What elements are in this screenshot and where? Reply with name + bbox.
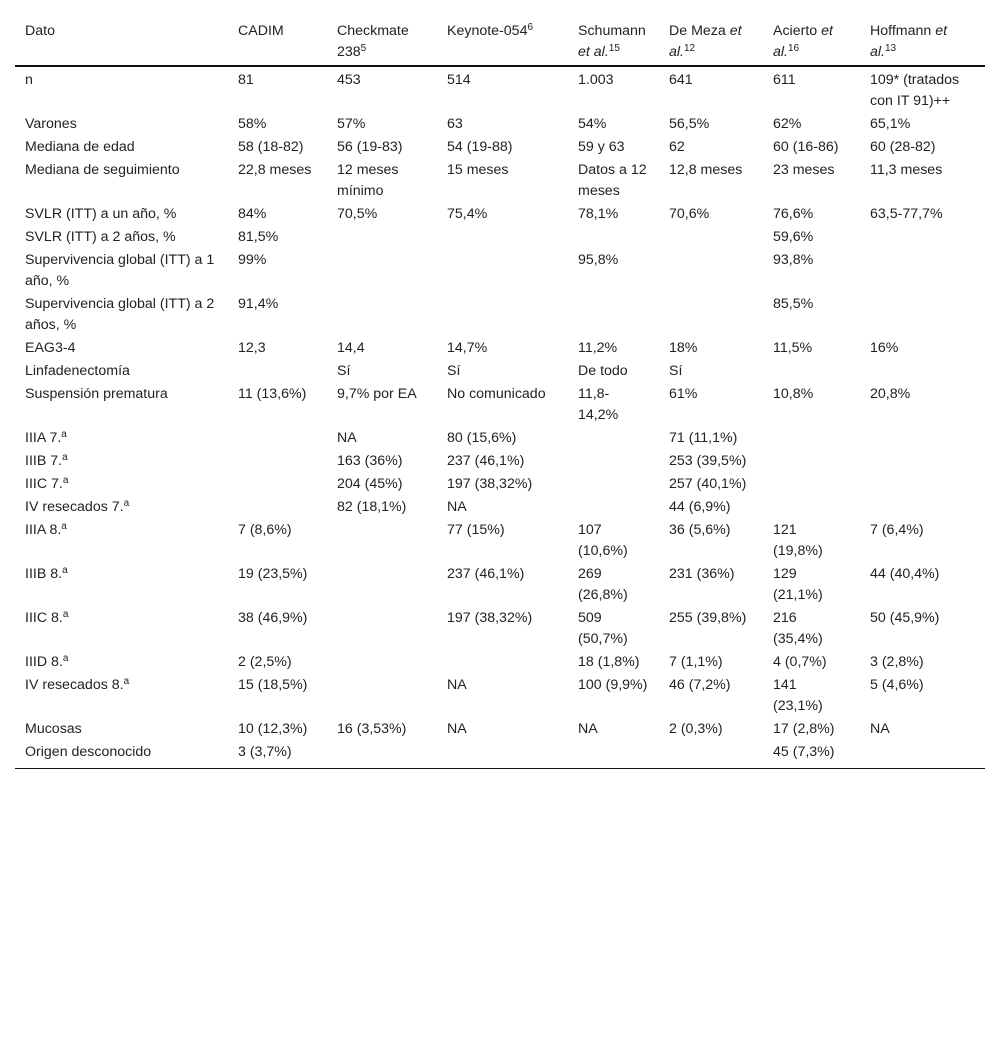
- table-cell: Sí: [337, 363, 351, 379]
- table-cell: [228, 473, 327, 496]
- table-cell: [763, 450, 860, 473]
- ordinal-superscript: a: [61, 429, 67, 440]
- table-cell: 80 (15,6%): [447, 430, 517, 446]
- table-cell: 59 y 63: [578, 139, 625, 155]
- row-label-cell: [15, 450, 228, 473]
- row-label-text: IIIB 7.: [25, 453, 63, 469]
- table-cell: NA: [337, 430, 357, 446]
- table-cell: 197 (38,32%): [447, 610, 533, 626]
- row-label-cell: Mediana de edad: [25, 139, 135, 155]
- row-label-text: IIIB 8.: [25, 566, 63, 582]
- row-label-cell: [15, 674, 228, 718]
- table-cell: 81: [238, 72, 254, 88]
- table-cell: 3 (2,8%): [870, 654, 924, 670]
- table-cell: 100 (9,9%): [578, 677, 648, 693]
- row-label-cell: [15, 519, 228, 563]
- table-cell: 60 (28-82): [870, 139, 936, 155]
- ordinal-superscript: a: [62, 452, 68, 463]
- table-cell: 11,3 meses: [870, 162, 943, 178]
- reference-superscript: 15: [608, 43, 620, 54]
- column-header-text: Acierto: [773, 23, 822, 39]
- table-cell: 60 (16-86): [773, 139, 839, 155]
- table-row: [15, 360, 985, 383]
- table-cell: [860, 450, 985, 473]
- table-cell: 56,5%: [669, 116, 710, 132]
- table-cell: [568, 293, 659, 337]
- table-cell: 7 (8,6%): [238, 522, 292, 538]
- row-label-cell: Varones: [25, 116, 77, 132]
- table-cell: 70,5%: [337, 206, 378, 222]
- table-cell: 237 (46,1%): [447, 453, 525, 469]
- table-row: [15, 607, 985, 651]
- table-cell: [437, 249, 568, 293]
- row-label-text: IIIA 7.: [25, 430, 62, 446]
- table-cell: 17 (2,8%): [773, 721, 835, 737]
- table-cell: 231 (36%): [669, 566, 735, 582]
- table-cell: 78,1%: [578, 206, 619, 222]
- table-cell: [659, 741, 763, 769]
- table-cell: [860, 293, 985, 337]
- table-cell: 12,8 meses: [669, 162, 743, 178]
- table-cell: 63,5-77,7%: [870, 206, 943, 222]
- table-cell: 4 (0,7%): [773, 654, 827, 670]
- table-cell: 11,8-14,2%: [578, 386, 619, 423]
- table-cell: 10 (12,3%): [238, 721, 308, 737]
- table-cell: 82 (18,1%): [337, 499, 407, 515]
- reference-superscript: 13: [884, 43, 897, 54]
- table-cell: 20,8%: [870, 386, 911, 402]
- table-cell: 38 (46,9%): [238, 610, 308, 626]
- row-label-cell: SVLR (ITT) a 2 años, %: [25, 229, 176, 245]
- reference-superscript: 5: [360, 43, 367, 54]
- table-cell: 255 (39,8%): [669, 610, 747, 626]
- table-cell: 18 (1,8%): [578, 654, 640, 670]
- table-cell: 63: [447, 116, 463, 132]
- table-cell: [860, 496, 985, 519]
- column-header: [437, 14, 568, 66]
- table-cell: [568, 741, 659, 769]
- column-header-text: Schumann: [578, 23, 646, 39]
- table-row: [15, 113, 985, 136]
- table-cell: [860, 427, 985, 450]
- row-label-cell: [15, 473, 228, 496]
- table-cell: [860, 360, 985, 383]
- column-header: [659, 14, 763, 66]
- column-header: [228, 14, 327, 66]
- column-header-text: Checkmate 238: [337, 23, 409, 60]
- table-cell: 197 (38,32%): [447, 476, 533, 492]
- table-cell: 163 (36%): [337, 453, 403, 469]
- table-cell: 453: [337, 72, 361, 88]
- table-cell: 75,4%: [447, 206, 488, 222]
- table-cell: [327, 651, 437, 674]
- table-cell: 611: [773, 72, 796, 88]
- table-cell: 11,2%: [578, 340, 618, 356]
- column-header-text: Hoffmann: [870, 23, 936, 39]
- table-cell: 44 (6,9%): [669, 499, 731, 515]
- table-cell: [327, 674, 437, 718]
- table-cell: 18%: [669, 340, 698, 356]
- row-label-cell: [15, 563, 228, 607]
- column-header-etal: et al.: [773, 23, 833, 60]
- table-cell: 2 (0,3%): [669, 721, 723, 737]
- table-cell: 22,8 meses: [238, 162, 312, 178]
- row-label-text: IV resecados 7.: [25, 499, 124, 515]
- table-cell: 85,5%: [773, 296, 814, 312]
- table-cell: [327, 741, 437, 769]
- row-label-cell: [15, 427, 228, 450]
- table-cell: 62: [669, 139, 685, 155]
- table-cell: 61%: [669, 386, 698, 402]
- table-cell: 2 (2,5%): [238, 654, 292, 670]
- table-row: [15, 337, 985, 360]
- column-header-etal: et al.: [578, 44, 609, 60]
- table-cell: 204 (45%): [337, 476, 403, 492]
- table-cell: 45 (7,3%): [773, 744, 835, 760]
- table-cell: 12,3: [238, 340, 266, 356]
- table-cell: 84%: [238, 206, 267, 222]
- table-cell: 59,6%: [773, 229, 814, 245]
- table-cell: 16 (3,53%): [337, 721, 407, 737]
- column-header-etal: et al.: [870, 23, 948, 60]
- table-cell: [763, 473, 860, 496]
- table-cell: 70,6%: [669, 206, 710, 222]
- table-cell: [763, 427, 860, 450]
- table-cell: 99%: [238, 252, 267, 268]
- table-row: [15, 249, 985, 293]
- table-cell: No comunicado: [447, 386, 546, 402]
- table-cell: 216 (35,4%): [773, 610, 823, 647]
- table-cell: 129 (21,1%): [773, 566, 823, 603]
- table-cell: 19 (23,5%): [238, 566, 308, 582]
- table-row: [15, 718, 985, 741]
- table-cell: 77 (15%): [447, 522, 505, 538]
- table-cell: 54 (19-88): [447, 139, 513, 155]
- table-cell: 7 (1,1%): [669, 654, 723, 670]
- table-cell: 14,7%: [447, 340, 488, 356]
- table-cell: [763, 360, 860, 383]
- table-row: [15, 383, 985, 427]
- table-cell: 95,8%: [578, 252, 619, 268]
- ordinal-superscript: a: [62, 565, 68, 576]
- table-cell: De todo: [578, 363, 628, 379]
- row-label-cell: EAG3-4: [25, 340, 76, 356]
- row-label-cell: Origen desconocido: [25, 744, 152, 760]
- table-cell: 54%: [578, 116, 607, 132]
- table-cell: 71 (11,1%): [669, 430, 738, 446]
- table-cell: 57%: [337, 116, 366, 132]
- column-header: [763, 14, 860, 66]
- table-cell: [228, 496, 327, 519]
- row-label-cell: Supervivencia global (ITT) a 2 años, %: [25, 296, 215, 333]
- table-cell: 58 (18-82): [238, 139, 304, 155]
- table-cell: [228, 450, 327, 473]
- table-cell: [327, 563, 437, 607]
- ordinal-superscript: a: [62, 609, 69, 620]
- table-cell: [568, 226, 659, 249]
- table-cell: [437, 226, 568, 249]
- table-cell: [228, 427, 327, 450]
- row-label-cell: n: [25, 72, 33, 88]
- column-header: [568, 14, 659, 66]
- table-cell: 65,1%: [870, 116, 911, 132]
- table-cell: 109* (tratados con IT 91)++: [870, 72, 960, 109]
- row-label-text: IIIA 8.: [25, 522, 62, 538]
- table-row: [15, 519, 985, 563]
- table-cell: 10,8%: [773, 386, 814, 402]
- table-cell: NA: [447, 677, 467, 693]
- table-cell: 9,7% por EA: [337, 386, 417, 402]
- table-row: [15, 651, 985, 674]
- table-cell: NA: [447, 721, 467, 737]
- table-row: [15, 427, 985, 450]
- table-cell: [327, 607, 437, 651]
- table-row: [15, 203, 985, 226]
- table-cell: 58%: [238, 116, 267, 132]
- header-row: [15, 14, 985, 66]
- table-row: [15, 136, 985, 159]
- table-cell: 14,4: [337, 340, 365, 356]
- table-row: [15, 159, 985, 203]
- table-cell: [659, 293, 763, 337]
- table-cell: [763, 496, 860, 519]
- table-cell: 81,5%: [238, 229, 279, 245]
- table-cell: [568, 450, 659, 473]
- table-row: [15, 450, 985, 473]
- comparison-table: [15, 14, 985, 769]
- table-cell: 50 (45,9%): [870, 610, 940, 626]
- table-cell: 44 (40,4%): [870, 566, 940, 582]
- table-cell: 15 (18,5%): [238, 677, 308, 693]
- table-cell: 36 (5,6%): [669, 522, 731, 538]
- ordinal-superscript: a: [62, 475, 69, 486]
- table-cell: [437, 651, 568, 674]
- row-label-cell: Mediana de seguimiento: [25, 162, 180, 178]
- table-body: [15, 66, 985, 769]
- table-cell: 7 (6,4%): [870, 522, 924, 538]
- table-cell: [659, 226, 763, 249]
- reference-superscript: 16: [787, 43, 800, 54]
- table-cell: [228, 360, 327, 383]
- column-header-etal: et al.: [669, 23, 742, 60]
- column-header: [860, 14, 985, 66]
- row-label-cell: Mucosas: [25, 721, 82, 737]
- column-header: [327, 14, 437, 66]
- table-row: [15, 741, 985, 769]
- reference-superscript: 12: [683, 43, 696, 54]
- row-label-text: IIIC 7.: [25, 476, 63, 492]
- table-cell: 23 meses: [773, 162, 835, 178]
- column-header-text: De Meza: [669, 23, 730, 39]
- row-label-text: IIIC 8.: [25, 610, 63, 626]
- table-row: [15, 226, 985, 249]
- row-label-cell: [15, 607, 228, 651]
- table-cell: [437, 741, 568, 769]
- column-header-text: CADIM: [238, 23, 284, 39]
- column-header: [15, 14, 228, 66]
- table-cell: 3 (3,7%): [238, 744, 292, 760]
- table-cell: 5 (4,6%): [870, 677, 924, 693]
- ordinal-superscript: a: [61, 521, 67, 532]
- table-cell: 15 meses: [447, 162, 509, 178]
- table-cell: 11,5%: [773, 340, 813, 356]
- ordinal-superscript: a: [123, 498, 130, 509]
- table-cell: [860, 741, 985, 769]
- ordinal-superscript: a: [123, 676, 130, 687]
- table-cell: 91,4%: [238, 296, 279, 312]
- table-row: [15, 496, 985, 519]
- table-cell: 93,8%: [773, 252, 814, 268]
- table-cell: [860, 249, 985, 293]
- table-cell: 257 (40,1%): [669, 476, 747, 492]
- table-cell: 46 (7,2%): [669, 677, 731, 693]
- row-label-cell: Suspensión prematura: [25, 386, 168, 402]
- table-cell: 121 (19,8%): [773, 522, 823, 559]
- table-cell: 641: [669, 72, 693, 88]
- row-label-cell: Supervivencia global (ITT) a 1 año, %: [25, 252, 215, 289]
- table-cell: 141 (23,1%): [773, 677, 823, 714]
- table-cell: NA: [578, 721, 598, 737]
- table-row: [15, 66, 985, 113]
- table-cell: [568, 496, 659, 519]
- table-row: [15, 473, 985, 496]
- table-cell: [568, 427, 659, 450]
- row-label-cell: Linfadenectomía: [25, 363, 130, 379]
- table-cell: Datos a 12 meses: [578, 162, 647, 199]
- table-cell: [659, 249, 763, 293]
- table-cell: 509 (50,7%): [578, 610, 628, 647]
- row-label-cell: [15, 496, 228, 519]
- row-label-cell: SVLR (ITT) a un año, %: [25, 206, 177, 222]
- table-cell: 76,6%: [773, 206, 814, 222]
- table-cell: 62%: [773, 116, 802, 132]
- column-header-text: Keynote-054: [447, 23, 528, 39]
- table-cell: 16%: [870, 340, 899, 356]
- table-cell: NA: [870, 721, 890, 737]
- row-label-text: IV resecados 8.: [25, 677, 124, 693]
- table-cell: 269 (26,8%): [578, 566, 628, 603]
- column-header-text: Dato: [25, 23, 55, 39]
- table-cell: 11 (13,6%): [238, 386, 307, 402]
- table-cell: [327, 519, 437, 563]
- reference-superscript: 6: [527, 22, 534, 33]
- row-label-cell: [15, 651, 228, 674]
- table-cell: NA: [447, 499, 467, 515]
- table-row: [15, 563, 985, 607]
- ordinal-superscript: a: [62, 653, 69, 664]
- table-cell: Sí: [447, 363, 461, 379]
- table-cell: [860, 473, 985, 496]
- table-cell: [327, 226, 437, 249]
- table-cell: [437, 293, 568, 337]
- table-cell: 237 (46,1%): [447, 566, 525, 582]
- row-label-text: IIID 8.: [25, 654, 63, 670]
- table-cell: 1.003: [578, 72, 614, 88]
- table-cell: [860, 226, 985, 249]
- table-cell: Sí: [669, 363, 683, 379]
- table-cell: 56 (19-83): [337, 139, 403, 155]
- table-cell: 12 meses mínimo: [337, 162, 399, 199]
- table-row: [15, 293, 985, 337]
- table-cell: 253 (39,5%): [669, 453, 747, 469]
- table-cell: 107 (10,6%): [578, 522, 628, 559]
- table-cell: [327, 249, 437, 293]
- table-cell: [568, 473, 659, 496]
- table-cell: 514: [447, 72, 471, 88]
- table-row: [15, 674, 985, 718]
- table-cell: [327, 293, 437, 337]
